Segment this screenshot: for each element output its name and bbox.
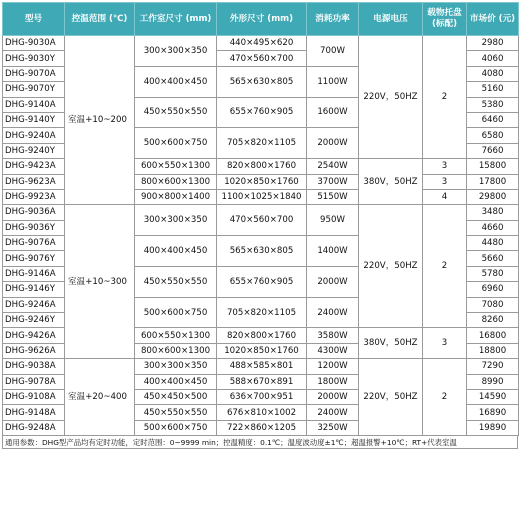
model-cell: DHG-9146Y bbox=[3, 282, 65, 297]
inner-size-cell: 450×550×550 bbox=[135, 266, 217, 297]
power-cell: 5150W bbox=[307, 189, 359, 204]
outer-size-cell: 488×585×801 bbox=[217, 359, 307, 374]
model-cell: DHG-9030A bbox=[3, 36, 65, 51]
outer-size-cell: 705×820×1105 bbox=[217, 297, 307, 328]
model-cell: DHG-9036A bbox=[3, 205, 65, 220]
inner-size-cell: 300×300×350 bbox=[135, 359, 217, 374]
outer-size-cell: 655×760×905 bbox=[217, 97, 307, 128]
header-tray: 载物托盘 (标配) bbox=[423, 3, 467, 36]
model-cell: DHG-9078A bbox=[3, 374, 65, 389]
price-cell: 16800 bbox=[467, 328, 519, 343]
power-cell: 1200W bbox=[307, 359, 359, 374]
model-cell: DHG-9148A bbox=[3, 405, 65, 420]
outer-size-cell: 565×630×805 bbox=[217, 236, 307, 267]
price-cell: 7660 bbox=[467, 143, 519, 158]
model-cell: DHG-9626A bbox=[3, 343, 65, 358]
inner-size-cell: 600×550×1300 bbox=[135, 328, 217, 343]
model-cell: DHG-9240Y bbox=[3, 143, 65, 158]
model-cell: DHG-9248A bbox=[3, 420, 65, 435]
power-cell: 950W bbox=[307, 205, 359, 236]
power-cell: 1600W bbox=[307, 97, 359, 128]
outer-size-cell: 636×700×951 bbox=[217, 389, 307, 404]
tray-cell: 2 bbox=[423, 205, 467, 328]
tray-cell: 2 bbox=[423, 359, 467, 436]
outer-size-cell: 470×560×700 bbox=[217, 51, 307, 66]
header-inner: 工作室尺寸 (mm) bbox=[135, 3, 217, 36]
voltage-cell: 220V，50HZ bbox=[359, 359, 423, 436]
power-cell: 2400W bbox=[307, 405, 359, 420]
model-cell: DHG-9246Y bbox=[3, 313, 65, 328]
price-cell: 18800 bbox=[467, 343, 519, 358]
voltage-cell: 380V，50HZ bbox=[359, 328, 423, 359]
inner-size-cell: 500×600×750 bbox=[135, 128, 217, 159]
inner-size-cell: 800×600×1300 bbox=[135, 174, 217, 189]
model-cell: DHG-9246A bbox=[3, 297, 65, 312]
price-cell: 8260 bbox=[467, 313, 519, 328]
model-cell: DHG-9426A bbox=[3, 328, 65, 343]
spec-table bbox=[2, 2, 519, 436]
inner-size-cell: 900×800×1400 bbox=[135, 189, 217, 204]
outer-size-cell: 440×495×620 bbox=[217, 36, 307, 51]
price-cell: 4080 bbox=[467, 66, 519, 81]
price-cell: 5380 bbox=[467, 97, 519, 112]
price-cell: 17800 bbox=[467, 174, 519, 189]
voltage-cell: 220V，50HZ bbox=[359, 205, 423, 328]
header-model: 型号 bbox=[3, 3, 65, 36]
inner-size-cell: 600×550×1300 bbox=[135, 159, 217, 174]
power-cell: 1400W bbox=[307, 236, 359, 267]
outer-size-cell: 588×670×891 bbox=[217, 374, 307, 389]
price-cell: 4480 bbox=[467, 236, 519, 251]
price-cell: 8990 bbox=[467, 374, 519, 389]
power-cell: 3580W bbox=[307, 328, 359, 343]
model-cell: DHG-9140A bbox=[3, 97, 65, 112]
outer-size-cell: 1020×850×1760 bbox=[217, 343, 307, 358]
tray-cell: 3 bbox=[423, 328, 467, 359]
price-cell: 5660 bbox=[467, 251, 519, 266]
outer-size-cell: 1100×1025×1840 bbox=[217, 189, 307, 204]
outer-size-cell: 820×800×1760 bbox=[217, 159, 307, 174]
table-row bbox=[3, 36, 519, 51]
price-cell: 7080 bbox=[467, 297, 519, 312]
power-cell: 2000W bbox=[307, 128, 359, 159]
model-cell: DHG-9140Y bbox=[3, 112, 65, 127]
general-parameters-note: 通用参数：DHG型产品均有定时功能，定时范围：0~9999 min；控温精度：0.1℃；温度波动度±1℃；超温报警+10℃；RT+代表室温 bbox=[2, 436, 518, 449]
price-cell: 5160 bbox=[467, 82, 519, 97]
temp-range-cell: 室温+20~400 bbox=[65, 359, 135, 436]
tray-cell: 2 bbox=[423, 36, 467, 159]
outer-size-cell: 676×810×1002 bbox=[217, 405, 307, 420]
model-cell: DHG-9623A bbox=[3, 174, 65, 189]
outer-size-cell: 820×800×1760 bbox=[217, 328, 307, 343]
model-cell: DHG-9076A bbox=[3, 236, 65, 251]
inner-size-cell: 400×400×450 bbox=[135, 236, 217, 267]
price-cell: 3480 bbox=[467, 205, 519, 220]
outer-size-cell: 655×760×905 bbox=[217, 266, 307, 297]
price-cell: 15800 bbox=[467, 159, 519, 174]
price-cell: 4660 bbox=[467, 220, 519, 235]
power-cell: 2540W bbox=[307, 159, 359, 174]
voltage-cell: 380V，50HZ bbox=[359, 159, 423, 205]
model-cell: DHG-9146A bbox=[3, 266, 65, 281]
header-volt: 电源电压 bbox=[359, 3, 423, 36]
header-outer: 外形尺寸 (mm) bbox=[217, 3, 307, 36]
inner-size-cell: 300×300×350 bbox=[135, 205, 217, 236]
model-cell: DHG-9108A bbox=[3, 389, 65, 404]
model-cell: DHG-9076Y bbox=[3, 251, 65, 266]
voltage-cell: 220V，50HZ bbox=[359, 36, 423, 159]
inner-size-cell: 450×550×550 bbox=[135, 405, 217, 420]
temp-range-cell: 室温+10~200 bbox=[65, 36, 135, 205]
power-cell: 1800W bbox=[307, 374, 359, 389]
table-row bbox=[3, 359, 519, 374]
price-cell: 16890 bbox=[467, 405, 519, 420]
model-cell: DHG-9070A bbox=[3, 66, 65, 81]
inner-size-cell: 400×400×450 bbox=[135, 66, 217, 97]
price-cell: 7290 bbox=[467, 359, 519, 374]
power-cell: 2000W bbox=[307, 389, 359, 404]
inner-size-cell: 450×450×500 bbox=[135, 389, 217, 404]
model-cell: DHG-9038A bbox=[3, 359, 65, 374]
table-row bbox=[3, 205, 519, 220]
inner-size-cell: 500×600×750 bbox=[135, 297, 217, 328]
price-cell: 4060 bbox=[467, 51, 519, 66]
model-cell: DHG-9423A bbox=[3, 159, 65, 174]
outer-size-cell: 470×560×700 bbox=[217, 205, 307, 236]
outer-size-cell: 1020×850×1760 bbox=[217, 174, 307, 189]
price-cell: 5780 bbox=[467, 266, 519, 281]
model-cell: DHG-9240A bbox=[3, 128, 65, 143]
price-cell: 19890 bbox=[467, 420, 519, 435]
power-cell: 700W bbox=[307, 36, 359, 67]
header-price: 市场价 (元) bbox=[467, 3, 519, 36]
price-cell: 2980 bbox=[467, 36, 519, 51]
power-cell: 3700W bbox=[307, 174, 359, 189]
inner-size-cell: 400×400×450 bbox=[135, 374, 217, 389]
inner-size-cell: 500×600×750 bbox=[135, 420, 217, 435]
tray-cell: 4 bbox=[423, 189, 467, 204]
price-cell: 14590 bbox=[467, 389, 519, 404]
tray-cell: 3 bbox=[423, 159, 467, 174]
header-row bbox=[3, 3, 519, 36]
inner-size-cell: 800×600×1300 bbox=[135, 343, 217, 358]
model-cell: DHG-9030Y bbox=[3, 51, 65, 66]
power-cell: 1100W bbox=[307, 66, 359, 97]
power-cell: 2000W bbox=[307, 266, 359, 297]
outer-size-cell: 722×860×1205 bbox=[217, 420, 307, 435]
spec-sheet bbox=[2, 2, 518, 449]
power-cell: 2400W bbox=[307, 297, 359, 328]
header-temp: 控温范围 (℃) bbox=[65, 3, 135, 36]
price-cell: 29800 bbox=[467, 189, 519, 204]
outer-size-cell: 565×630×805 bbox=[217, 66, 307, 97]
tray-cell: 3 bbox=[423, 174, 467, 189]
price-cell: 6960 bbox=[467, 282, 519, 297]
model-cell: DHG-9070Y bbox=[3, 82, 65, 97]
inner-size-cell: 450×550×550 bbox=[135, 97, 217, 128]
temp-range-cell: 室温+10~300 bbox=[65, 205, 135, 359]
model-cell: DHG-9923A bbox=[3, 189, 65, 204]
model-cell: DHG-9036Y bbox=[3, 220, 65, 235]
header-power: 消耗功率 bbox=[307, 3, 359, 36]
outer-size-cell: 705×820×1105 bbox=[217, 128, 307, 159]
price-cell: 6460 bbox=[467, 112, 519, 127]
inner-size-cell: 300×300×350 bbox=[135, 36, 217, 67]
price-cell: 6580 bbox=[467, 128, 519, 143]
power-cell: 3250W bbox=[307, 420, 359, 435]
power-cell: 4300W bbox=[307, 343, 359, 358]
